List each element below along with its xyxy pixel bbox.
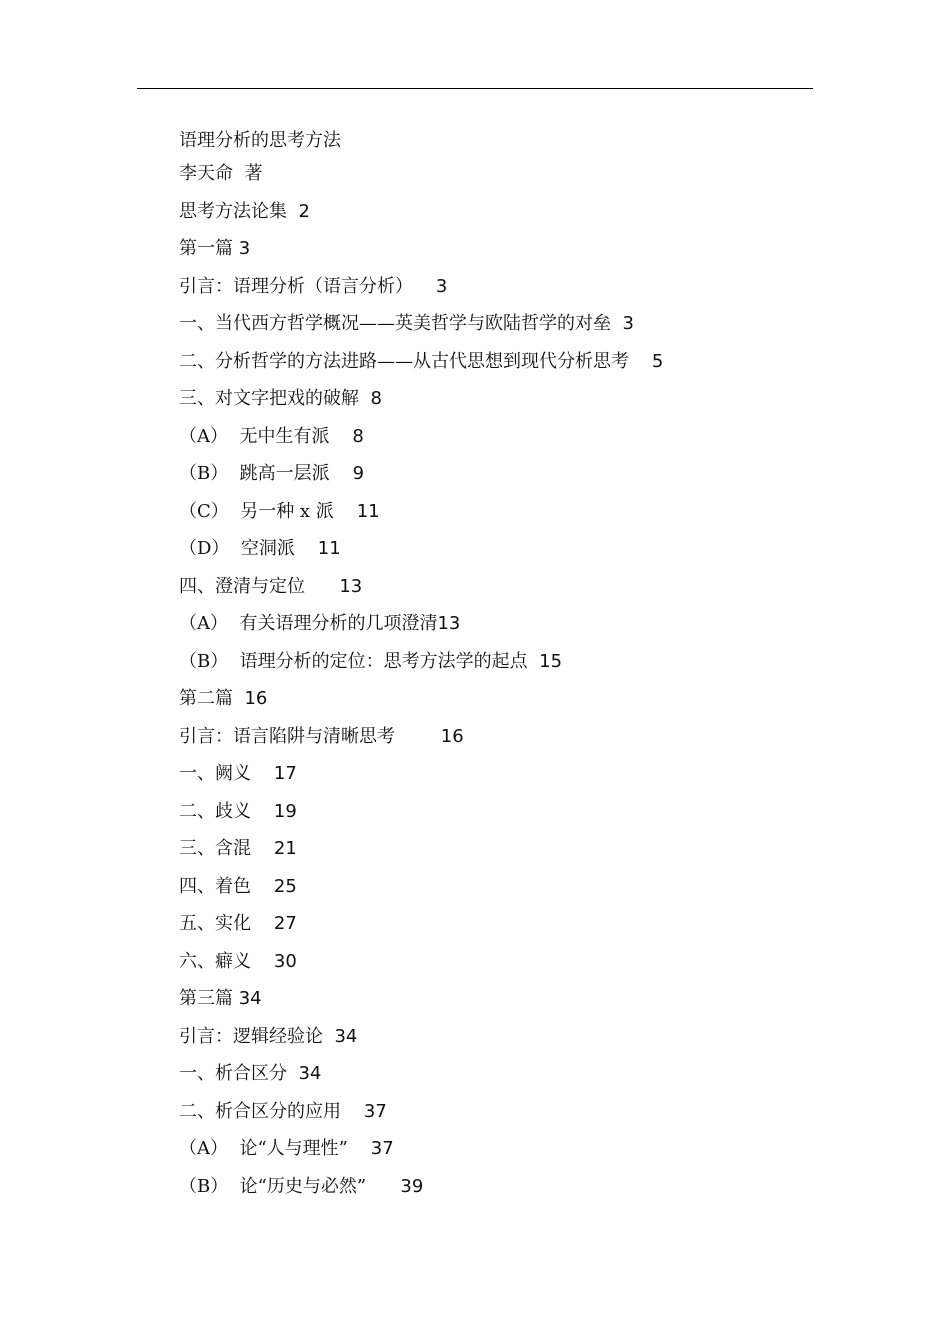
toc-entry-title: （A） 有关语理分析的几项澄清 xyxy=(179,613,438,634)
toc-entry-page-number: 16 xyxy=(440,725,464,747)
toc-entry-page-number: 30 xyxy=(273,950,297,972)
toc-entry-page-number: 34 xyxy=(298,1063,322,1084)
toc-entry-title: 五、实化 xyxy=(179,913,251,934)
toc-entry-title: 思考方法论集 xyxy=(179,200,287,222)
toc-entry-page-number: 25 xyxy=(273,875,297,897)
toc-entry-title: 第一篇 xyxy=(179,238,233,259)
toc-entry[interactable] xyxy=(179,1097,819,1135)
toc-entry-title: 二、析合区分的应用 xyxy=(179,1100,341,1122)
toc-entry[interactable] xyxy=(179,647,819,685)
toc-entry[interactable] xyxy=(179,497,819,535)
toc-entry-page-number: 9 xyxy=(352,463,365,484)
toc-entry-page-number: 16 xyxy=(244,688,268,709)
toc-entry-spacer xyxy=(251,951,274,972)
toc-entry-page-number: 34 xyxy=(334,1025,358,1047)
toc-entry-spacer xyxy=(305,576,339,597)
toc-entry[interactable] xyxy=(179,722,819,760)
toc-entry-spacer xyxy=(330,463,353,484)
toc-entry[interactable] xyxy=(179,1134,819,1172)
toc-entry-page-number: 39 xyxy=(400,1175,424,1197)
document-title: 语理分析的思考方法 xyxy=(179,130,341,151)
toc-entry-title: 二、歧义 xyxy=(179,800,251,822)
toc-entry-page-number: 5 xyxy=(651,350,664,372)
toc-entry-title: 四、着色 xyxy=(179,875,251,897)
toc-entry[interactable] xyxy=(179,384,819,422)
toc-entry-title: 引言：逻辑经验论 xyxy=(179,1025,323,1047)
table-of-contents xyxy=(179,197,819,1210)
document-body xyxy=(179,126,819,1209)
toc-entry-page-number: 17 xyxy=(273,763,297,784)
toc-entry-page-number: 27 xyxy=(273,913,297,934)
toc-entry[interactable] xyxy=(179,1172,819,1210)
toc-entry-page-number: 15 xyxy=(539,650,563,672)
toc-entry-title: 三、含混 xyxy=(179,838,251,859)
toc-entry-title: 引言：语理分析（语言分析） xyxy=(179,275,413,297)
toc-entry-title: 一、阙义 xyxy=(179,763,251,784)
toc-entry-page-number: 34 xyxy=(238,988,262,1009)
toc-entry-page-number: 3 xyxy=(435,275,448,297)
toc-entry-page-number: 13 xyxy=(339,575,363,597)
toc-entry[interactable] xyxy=(179,909,819,947)
toc-entry[interactable] xyxy=(179,834,819,872)
toc-entry[interactable] xyxy=(179,1022,819,1060)
toc-entry[interactable] xyxy=(179,947,819,985)
toc-entry[interactable] xyxy=(179,684,819,722)
toc-entry[interactable] xyxy=(179,797,819,835)
toc-entry-spacer xyxy=(611,313,622,334)
toc-entry-title: 第三篇 xyxy=(179,988,233,1009)
toc-entry[interactable] xyxy=(179,234,819,272)
toc-entry-page-number: 21 xyxy=(273,838,297,859)
toc-entry-spacer xyxy=(287,201,298,222)
toc-entry-spacer xyxy=(348,1138,371,1159)
toc-entry-page-number: 8 xyxy=(370,388,382,409)
toc-entry-title: （D） 空洞派 xyxy=(179,538,295,559)
toc-entry-title: 四、澄清与定位 xyxy=(179,575,305,597)
toc-entry-spacer xyxy=(395,726,441,747)
toc-entry-title: （B） 跳高一层派 xyxy=(179,463,330,484)
header-rule xyxy=(137,88,813,89)
toc-entry[interactable] xyxy=(179,309,819,347)
toc-entry[interactable] xyxy=(179,347,819,385)
toc-entry-spacer xyxy=(341,1101,364,1122)
toc-entry[interactable] xyxy=(179,984,819,1022)
toc-entry-spacer xyxy=(251,913,274,934)
toc-entry-page-number: 2 xyxy=(298,200,310,222)
toc-entry[interactable] xyxy=(179,872,819,910)
toc-entry-spacer xyxy=(629,351,652,372)
toc-entry-page-number: 13 xyxy=(437,613,461,634)
toc-entry-title: 二、分析哲学的方法进路——从古代思想到现代分析思考 xyxy=(179,350,629,372)
toc-entry-spacer xyxy=(295,538,318,559)
toc-entry-page-number: 11 xyxy=(356,500,380,522)
toc-entry-spacer xyxy=(329,426,352,447)
toc-entry-title: 第二篇 xyxy=(179,688,233,709)
toc-entry-spacer xyxy=(251,763,274,784)
toc-entry-title: 一、析合区分 xyxy=(179,1063,287,1084)
toc-entry-title: （B） 论“历史与必然” xyxy=(179,1175,367,1197)
toc-entry[interactable] xyxy=(179,534,819,572)
toc-entry-title: 三、对文字把戏的破解 xyxy=(179,388,359,409)
toc-entry-title: （A） 无中生有派 xyxy=(179,425,330,447)
toc-entry-title: （A） 论“人与理性” xyxy=(179,1138,348,1159)
toc-entry-page-number: 8 xyxy=(352,425,364,447)
toc-entry-title: （B） 语理分析的定位：思考方法学的起点 xyxy=(179,650,528,672)
toc-entry[interactable] xyxy=(179,609,819,647)
toc-entry[interactable] xyxy=(179,759,819,797)
toc-entry-spacer xyxy=(287,1063,298,1084)
toc-entry-spacer xyxy=(233,688,244,709)
toc-entry-spacer xyxy=(334,501,357,522)
toc-entry[interactable] xyxy=(179,272,819,310)
toc-entry-spacer xyxy=(251,801,274,822)
toc-entry-spacer xyxy=(323,1026,334,1047)
toc-entry-page-number: 3 xyxy=(622,313,634,334)
toc-entry[interactable] xyxy=(179,572,819,610)
toc-entry[interactable] xyxy=(179,1059,819,1097)
toc-entry-spacer xyxy=(413,276,436,297)
toc-entry-title: 引言：语言陷阱与清晰思考 xyxy=(179,725,395,747)
toc-entry-spacer xyxy=(359,388,370,409)
toc-entry[interactable] xyxy=(179,422,819,460)
toc-entry-spacer xyxy=(528,651,539,672)
toc-entry-title: 一、当代西方哲学概况——英美哲学与欧陆哲学的对垒 xyxy=(179,313,611,334)
toc-entry-page-number: 37 xyxy=(370,1138,394,1159)
toc-entry-title: 六、癖义 xyxy=(179,950,251,972)
toc-entry-spacer xyxy=(251,838,274,859)
toc-entry-page-number: 3 xyxy=(238,238,251,259)
toc-entry-spacer xyxy=(366,1176,400,1197)
toc-entry-page-number: 11 xyxy=(317,538,341,559)
toc-entry[interactable] xyxy=(179,459,819,497)
toc-entry-spacer xyxy=(251,876,274,897)
toc-entry[interactable] xyxy=(179,197,819,235)
toc-entry-page-number: 37 xyxy=(363,1100,387,1122)
toc-entry-page-number: 19 xyxy=(273,800,297,822)
document-author: 李天命 著 xyxy=(179,163,263,184)
toc-entry-title: （C） 另一种 x 派 xyxy=(179,500,334,522)
